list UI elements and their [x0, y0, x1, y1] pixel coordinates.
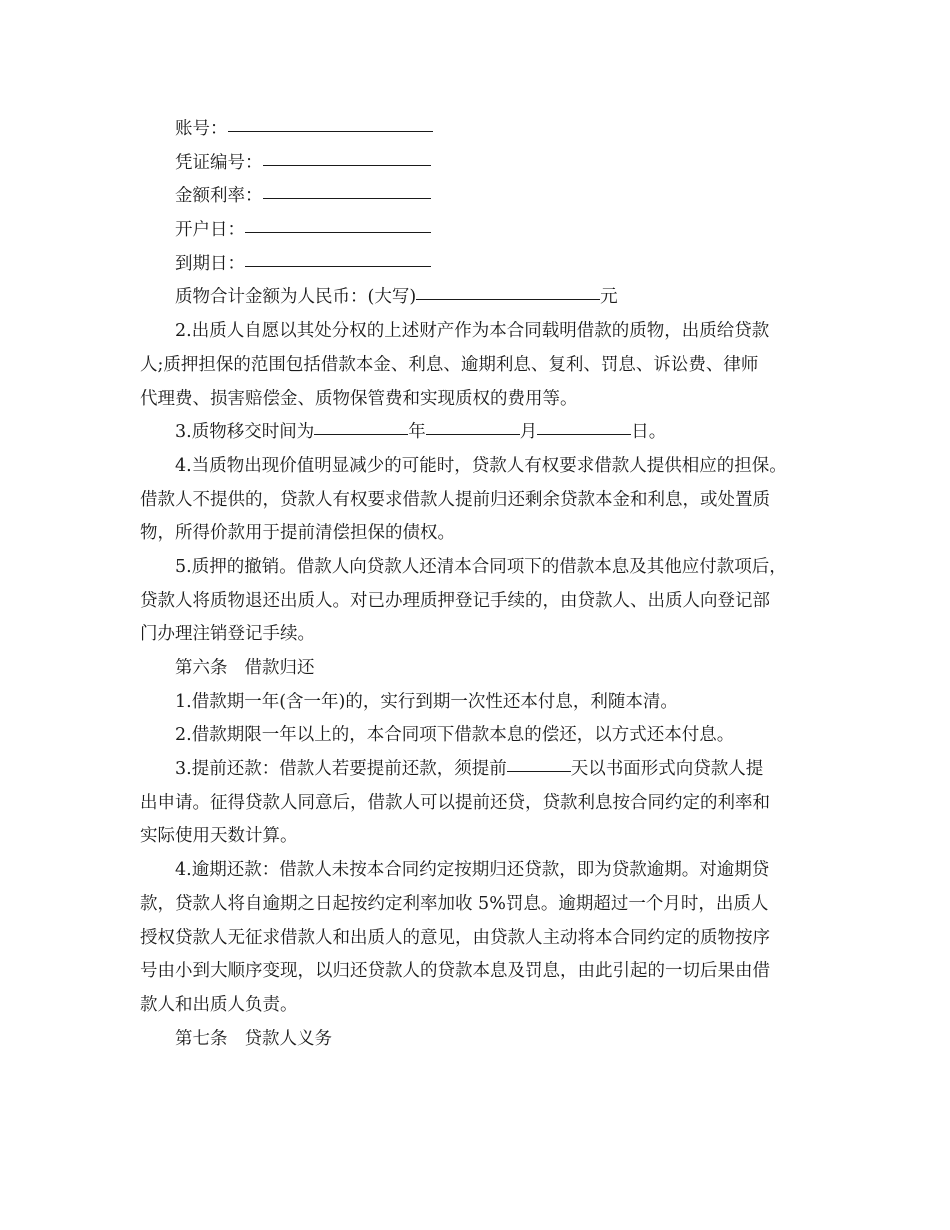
paragraph-line: 出申请。征得贷款人同意后，借款人可以提前还贷，贷款利息按合同约定的利率和	[140, 792, 770, 813]
field-label: 金额利率：	[175, 186, 263, 207]
fill-blank[interactable]	[263, 145, 431, 165]
month-label: 月	[519, 422, 538, 443]
day-label: 日。	[631, 422, 667, 443]
paragraph-line: 2.出质人自愿以其处分权的上述财产作为本合同载明借款的质物，出质给贷款	[175, 321, 770, 342]
account-number-field	[140, 113, 820, 147]
paragraph-line: 物，所得价款用于提前清偿担保的债权。	[140, 523, 455, 544]
paragraph-line: 授权贷款人无征求借款人和出质人的意见，由贷款人主动将本合同约定的质物按序	[140, 927, 770, 948]
paragraph-line: 贷款人将质物退还出质人。对已办理质押登记手续的，由贷款人、出质人向登记部	[140, 590, 770, 611]
fill-blank[interactable]	[245, 247, 431, 267]
paragraph-line: 实际使用天数计算。	[140, 826, 298, 847]
early-repayment-text: 天以书面形式向贷款人提	[570, 759, 764, 780]
fill-blank[interactable]	[507, 752, 571, 772]
field-label: 凭证编号：	[175, 152, 263, 173]
paragraph-line: 门办理注销登记手续。	[140, 624, 315, 645]
currency-unit: 元	[600, 287, 618, 308]
contract-page	[140, 113, 820, 1056]
fill-blank[interactable]	[245, 213, 431, 233]
article-6-heading	[140, 652, 820, 686]
fill-blank[interactable]	[314, 415, 408, 435]
early-repayment-label: 3.提前还款：借款人若要提前还款，须提前	[175, 759, 507, 780]
total-amount-line	[140, 281, 820, 315]
paragraph-line: 代理费、损害赔偿金、质物保管费和实现质权的费用等。	[140, 388, 578, 409]
field-label: 账号：	[175, 119, 228, 139]
fill-blank[interactable]	[537, 415, 631, 435]
field-label: 到期日：	[175, 253, 245, 274]
article-title: 借款归还	[244, 658, 315, 678]
paragraph-line: 4.当质物出现价值明显减少的可能时，贷款人有权要求借款人提供相应的担保。	[175, 455, 787, 476]
paragraph-line: 款，贷款人将自逾期之日起按约定利率加收 5%罚息。逾期超过一个月时，出质人	[140, 893, 769, 914]
paragraph-line: 4.逾期还款：借款人未按本合同约定按期归还贷款，即为贷款逾期。对逾期贷	[175, 860, 770, 881]
total-amount-label: 质物合计金额为人民币：(大写)	[175, 287, 417, 308]
article-7-heading	[140, 1023, 820, 1057]
paragraph-line: 1.借款期一年(含一年)的，实行到期一次性还本付息，利随本清。	[175, 691, 678, 712]
fill-blank[interactable]	[228, 112, 433, 132]
year-label: 年	[408, 422, 426, 443]
transfer-date-line	[140, 416, 820, 450]
open-date-field	[140, 214, 820, 248]
voucher-number-field	[140, 147, 820, 181]
due-date-field	[140, 248, 820, 282]
paragraph-line: 借款人不提供的，贷款人有权要求借款人提前归还剩余贷款本金和利息，或处置质	[140, 489, 770, 510]
fill-blank[interactable]	[263, 179, 431, 199]
amount-rate-field	[140, 180, 820, 214]
fill-blank[interactable]	[416, 280, 600, 300]
fill-blank[interactable]	[426, 415, 520, 435]
paragraph-line: 2.借款期限一年以上的，本合同项下借款本息的偿还，以方式还本付息。	[175, 725, 735, 746]
paragraph-line: 号由小到大顺序变现，以归还贷款人的贷款本息及罚息，由此引起的一切后果由借	[140, 961, 770, 982]
article-number: 第六条	[175, 658, 228, 678]
article-title: 贷款人义务	[244, 1028, 332, 1049]
paragraph-line: 5.质押的撤销。借款人向贷款人还清本合同项下的借款本息及其他应付款项后，	[175, 556, 787, 577]
article-number: 第七条	[175, 1028, 228, 1049]
paragraph-line: 款人和出质人负责。	[140, 994, 298, 1015]
transfer-date-label: 3.质物移交时间为	[175, 422, 315, 443]
early-repayment-line	[140, 753, 820, 787]
field-label: 开户日：	[175, 220, 245, 241]
paragraph-line: 人;质押担保的范围包括借款本金、利息、逾期利息、复利、罚息、诉讼费、律师	[140, 354, 759, 375]
